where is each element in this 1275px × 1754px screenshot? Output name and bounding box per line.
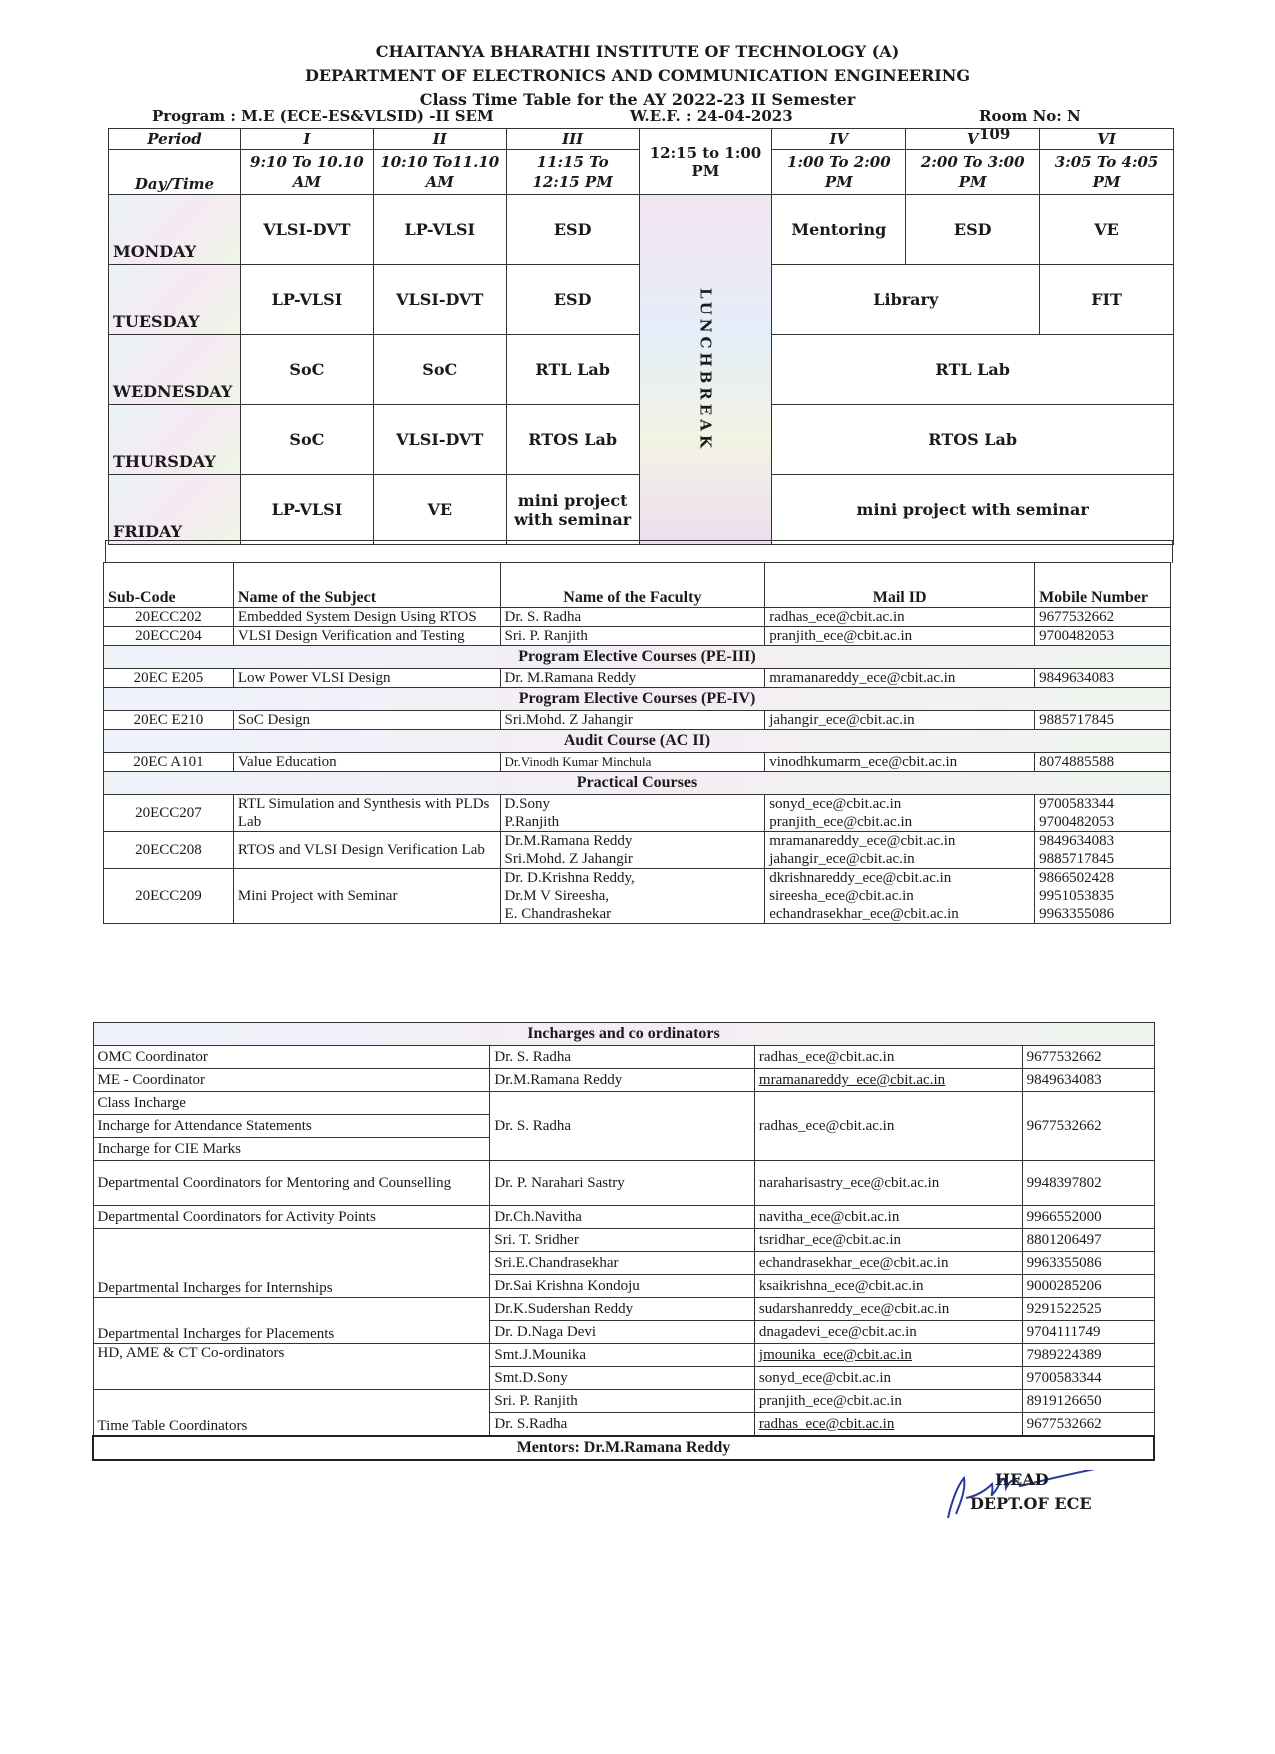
- role: Incharge for CIE Marks: [93, 1138, 490, 1161]
- day-wednesday: WEDNESDAY: [109, 335, 241, 405]
- mobile-number: 9700482053: [1035, 627, 1171, 646]
- slot-cell: FIT: [1040, 265, 1174, 335]
- role: Incharge for Attendance Statements: [93, 1115, 490, 1138]
- table-row: [104, 832, 1171, 869]
- mail-line: echandrasekhar_ece@cbit.ac.in: [769, 906, 959, 922]
- role: Departmental Incharges for Placements: [93, 1298, 490, 1344]
- slot-cell: LP-VLSI: [373, 195, 506, 265]
- col-subject-name: Name of the Subject: [233, 563, 500, 608]
- document-header: [0, 40, 1275, 112]
- time-slot: 1:00 To 2:00 PM: [772, 150, 906, 195]
- mobile-number: [1035, 832, 1171, 869]
- section-practical: Practical Courses: [104, 772, 1171, 795]
- role: HD, AME & CT Co-ordinators: [93, 1344, 490, 1390]
- mobile-line: 9963355086: [1039, 906, 1115, 922]
- wef-date: W.E.F. : 24-04-2023: [630, 107, 793, 125]
- slot-cell: SoC: [373, 335, 506, 405]
- faculty-line: E. Chandrashekar: [504, 906, 612, 922]
- mail-id: echandrasekhar_ece@cbit.ac.in: [754, 1252, 1022, 1275]
- person-name: Dr. S. Radha: [490, 1092, 755, 1161]
- mail-id: mramanareddy_ece@cbit.ac.in: [765, 669, 1035, 688]
- lunch-time: 12:15 to 1:00 PM: [639, 129, 772, 195]
- mail-id: ksaikrishna_ece@cbit.ac.in: [754, 1275, 1022, 1298]
- section-incharges: Incharges and co ordinators: [93, 1023, 1154, 1046]
- mobile-number: 9677532662: [1035, 608, 1171, 627]
- mail-line: sonyd_ece@cbit.ac.in: [769, 796, 902, 812]
- mobile-line: 9700482053: [1039, 814, 1115, 830]
- table-row: [104, 608, 1171, 627]
- faculty-name: [500, 832, 765, 869]
- slot-cell: RTL Lab: [506, 335, 639, 405]
- faculty-name: Sri.Mohd. Z Jahangir: [500, 711, 765, 730]
- table-row: [93, 1229, 1154, 1252]
- table-row: [93, 1069, 1154, 1092]
- mobile-number: 8074885588: [1035, 753, 1171, 772]
- mail-id: jmounika_ece@cbit.ac.in: [754, 1344, 1022, 1367]
- table-row: [93, 1161, 1154, 1206]
- mobile-number: [1035, 869, 1171, 924]
- mobile-number: 9885717845: [1035, 711, 1171, 730]
- subject-name: Mini Project with Seminar: [233, 869, 500, 924]
- sub-code: 20ECC207: [104, 795, 234, 832]
- slot-cell: RTOS Lab: [506, 405, 639, 475]
- table-row: [104, 795, 1171, 832]
- mobile-line: 9849634083: [1039, 833, 1115, 849]
- mail-id: radhas_ece@cbit.ac.in: [754, 1413, 1022, 1437]
- mail-id: [765, 869, 1035, 924]
- period-header: V: [906, 129, 1040, 150]
- subject-name: Embedded System Design Using RTOS: [233, 608, 500, 627]
- sub-code: 20ECC208: [104, 832, 234, 869]
- mobile-line: 9700583344: [1039, 796, 1115, 812]
- subject-name: RTL Simulation and Synthesis with PLDs Lab: [233, 795, 500, 832]
- person-name: Smt.D.Sony: [490, 1367, 755, 1390]
- mobile-number: 9677532662: [1022, 1413, 1154, 1437]
- person-name: Dr.Ch.Navitha: [490, 1206, 755, 1229]
- time-slot: 9:10 To 10.10 AM: [240, 150, 373, 195]
- time-slot: 2:00 To 3:00 PM: [906, 150, 1040, 195]
- person-name: Sri. T. Sridher: [490, 1229, 755, 1252]
- table-row: [104, 753, 1171, 772]
- period-header: III: [506, 129, 639, 150]
- person-name: Dr. S.Radha: [490, 1413, 755, 1437]
- subject-name: Low Power VLSI Design: [233, 669, 500, 688]
- mail-id: [765, 795, 1035, 832]
- room-number: Room No: N 109: [979, 107, 1081, 143]
- col-mobile: Mobile Number: [1035, 563, 1171, 608]
- slot-cell: Mentoring: [772, 195, 906, 265]
- faculty-name: [500, 869, 765, 924]
- mobile-number: 9291522525: [1022, 1298, 1154, 1321]
- faculty-name: Dr. M.Ramana Reddy: [500, 669, 765, 688]
- faculty-line: Dr.M.Ramana Reddy: [504, 833, 633, 849]
- period-header: II: [373, 129, 506, 150]
- mail-id: sonyd_ece@cbit.ac.in: [754, 1367, 1022, 1390]
- lunch-break: LUNCHBREAK: [639, 195, 772, 545]
- table-row: [104, 869, 1171, 924]
- mobile-number: 9849634083: [1035, 669, 1171, 688]
- slot-cell: mini project with seminar: [506, 475, 639, 545]
- faculty-line: Dr. D.Krishna Reddy,: [504, 870, 635, 886]
- table-row: [93, 1298, 1154, 1321]
- faculty-name: [500, 795, 765, 832]
- time-slot: 10:10 To11.10 AM: [373, 150, 506, 195]
- table-row: [93, 1046, 1154, 1069]
- col-faculty: Name of the Faculty: [500, 563, 765, 608]
- person-name: Dr. P. Narahari Sastry: [490, 1161, 755, 1206]
- faculty-line: Sri.Mohd. Z Jahangir: [504, 851, 633, 867]
- slot-cell: SoC: [240, 405, 373, 475]
- person-name: Dr.K.Sudershan Reddy: [490, 1298, 755, 1321]
- mail-id: radhas_ece@cbit.ac.in: [765, 608, 1035, 627]
- institute-name: CHAITANYA BHARATHI INSTITUTE OF TECHNOLOGY (A): [375, 42, 900, 61]
- mail-id: navitha_ece@cbit.ac.in: [754, 1206, 1022, 1229]
- mobile-number: 9677532662: [1022, 1046, 1154, 1069]
- sub-code: 20ECC204: [104, 627, 234, 646]
- subject-name: RTOS and VLSI Design Verification Lab: [233, 832, 500, 869]
- mentors-row: Mentors: Dr.M.Ramana Reddy: [93, 1436, 1154, 1460]
- faculty-name: Dr.Vinodh Kumar Minchula: [500, 753, 765, 772]
- mail-line: pranjith_ece@cbit.ac.in: [769, 814, 913, 830]
- slot-cell: ESD: [506, 195, 639, 265]
- section-audit: Audit Course (AC II): [104, 730, 1171, 753]
- mail-line: jahangir_ece@cbit.ac.in: [769, 851, 915, 867]
- day-monday: MONDAY: [109, 195, 241, 265]
- period-label: Period: [109, 129, 241, 150]
- table-row: [93, 1206, 1154, 1229]
- mobile-number: 9704111749: [1022, 1321, 1154, 1344]
- mobile-number: 9700583344: [1022, 1367, 1154, 1390]
- head-signature-block: [940, 1470, 1110, 1520]
- sub-code: 20ECC209: [104, 869, 234, 924]
- mail-id: radhas_ece@cbit.ac.in: [754, 1046, 1022, 1069]
- coordinators-table: [92, 1022, 1155, 1461]
- table-row: [93, 1092, 1154, 1115]
- class-timetable: [108, 128, 1174, 545]
- period-header: I: [240, 129, 373, 150]
- program-label: Program : M.E (ECE-ES&VLSID) -II SEM: [152, 107, 494, 125]
- slot-cell: SoC: [240, 335, 373, 405]
- slot-cell: VLSI-DVT: [373, 405, 506, 475]
- mail-id: sudarshanreddy_ece@cbit.ac.in: [754, 1298, 1022, 1321]
- role: Class Incharge: [93, 1092, 490, 1115]
- sub-code: 20EC E210: [104, 711, 234, 730]
- mobile-number: 8919126650: [1022, 1390, 1154, 1413]
- mobile-number: 8801206497: [1022, 1229, 1154, 1252]
- table-row: [104, 711, 1171, 730]
- table-row: [104, 627, 1171, 646]
- person-name: Dr.Sai Krishna Kondoju: [490, 1275, 755, 1298]
- mail-id: pranjith_ece@cbit.ac.in: [765, 627, 1035, 646]
- mobile-number: 9849634083: [1022, 1069, 1154, 1092]
- person-name: Dr. D.Naga Devi: [490, 1321, 755, 1344]
- mail-id: jahangir_ece@cbit.ac.in: [765, 711, 1035, 730]
- mail-id: naraharisastry_ece@cbit.ac.in: [754, 1161, 1022, 1206]
- mail-id: mramanareddy_ece@cbit.ac.in: [754, 1069, 1022, 1092]
- role: Time Table Coordinators: [93, 1390, 490, 1437]
- slot-cell: VE: [373, 475, 506, 545]
- mobile-number: 9966552000: [1022, 1206, 1154, 1229]
- slot-cell: Library: [772, 265, 1040, 335]
- slot-cell: LP-VLSI: [240, 475, 373, 545]
- subject-name: Value Education: [233, 753, 500, 772]
- mail-line: mramanareddy_ece@cbit.ac.in: [769, 833, 956, 849]
- mail-line: sireesha_ece@cbit.ac.in: [769, 888, 914, 904]
- day-friday: FRIDAY: [109, 475, 241, 545]
- faculty-line: D.Sony: [504, 796, 550, 812]
- role: Departmental Coordinators for Activity Points: [93, 1206, 490, 1229]
- mail-id: [765, 832, 1035, 869]
- role: Departmental Incharges for Internships: [93, 1229, 490, 1298]
- role: Departmental Coordinators for Mentoring and Counselling: [93, 1161, 490, 1206]
- person-name: Sri. P. Ranjith: [490, 1390, 755, 1413]
- col-mail: Mail ID: [765, 563, 1035, 608]
- faculty-name: Sri. P. Ranjith: [500, 627, 765, 646]
- mobile-number: 7989224389: [1022, 1344, 1154, 1367]
- mail-id: pranjith_ece@cbit.ac.in: [754, 1390, 1022, 1413]
- mobile-number: 9948397802: [1022, 1161, 1154, 1206]
- section-pe3: Program Elective Courses (PE-III): [104, 646, 1171, 669]
- mobile-number: [1035, 795, 1171, 832]
- person-name: Dr. S. Radha: [490, 1046, 755, 1069]
- table-row: [104, 669, 1171, 688]
- slot-cell: mini project with seminar: [772, 475, 1174, 545]
- slot-cell: VLSI-DVT: [240, 195, 373, 265]
- section-pe4: Program Elective Courses (PE-IV): [104, 688, 1171, 711]
- subjects-table: [103, 562, 1171, 924]
- table-row: [93, 1390, 1154, 1413]
- mail-id: dnagadevi_ece@cbit.ac.in: [754, 1321, 1022, 1344]
- document-title: Class Time Table for the AY 2022-23 II Semester: [419, 90, 856, 109]
- slot-cell: LP-VLSI: [240, 265, 373, 335]
- slot-cell: ESD: [506, 265, 639, 335]
- subject-name: SoC Design: [233, 711, 500, 730]
- period-header: IV: [772, 129, 906, 150]
- role: OMC Coordinator: [93, 1046, 490, 1069]
- slot-cell: RTL Lab: [772, 335, 1174, 405]
- day-tuesday: TUESDAY: [109, 265, 241, 335]
- faculty-line: Dr.M V Sireesha,: [504, 888, 609, 904]
- slot-cell: RTOS Lab: [772, 405, 1174, 475]
- mobile-number: 9000285206: [1022, 1275, 1154, 1298]
- mail-id: radhas_ece@cbit.ac.in: [754, 1092, 1022, 1161]
- mail-line: dkrishnareddy_ece@cbit.ac.in: [769, 870, 952, 886]
- mail-id: vinodhkumarm_ece@cbit.ac.in: [765, 753, 1035, 772]
- mobile-number: 9963355086: [1022, 1252, 1154, 1275]
- period-header: VI: [1040, 129, 1174, 150]
- col-sub-code: Sub-Code: [104, 563, 234, 608]
- slot-cell: ESD: [906, 195, 1040, 265]
- person-name: Smt.J.Mounika: [490, 1344, 755, 1367]
- mobile-number: 9677532662: [1022, 1092, 1154, 1161]
- head-label: HEAD: [995, 1470, 1049, 1489]
- day-thursday: THURSDAY: [109, 405, 241, 475]
- sub-code: 20EC A101: [104, 753, 234, 772]
- faculty-name: Dr. S. Radha: [500, 608, 765, 627]
- mobile-line: 9951053835: [1039, 888, 1115, 904]
- time-slot: 11:15 To 12:15 PM: [506, 150, 639, 195]
- table-row: [93, 1344, 1154, 1367]
- mail-id: tsridhar_ece@cbit.ac.in: [754, 1229, 1022, 1252]
- person-name: Dr.M.Ramana Reddy: [490, 1069, 755, 1092]
- dept-label: DEPT.OF ECE: [970, 1494, 1092, 1513]
- slot-cell: VE: [1040, 195, 1174, 265]
- sub-code: 20ECC202: [104, 608, 234, 627]
- mobile-line: 9866502428: [1039, 870, 1115, 886]
- table-spacer: [105, 540, 1173, 563]
- department-name: DEPARTMENT OF ELECTRONICS AND COMMUNICATION ENGINEERING: [304, 66, 971, 85]
- faculty-line: P.Ranjith: [504, 814, 560, 830]
- daytime-label: Day/Time: [109, 150, 241, 195]
- role: ME - Coordinator: [93, 1069, 490, 1092]
- slot-cell: VLSI-DVT: [373, 265, 506, 335]
- mobile-line: 9885717845: [1039, 851, 1115, 867]
- person-name: Sri.E.Chandrasekhar: [490, 1252, 755, 1275]
- subject-name: VLSI Design Verification and Testing: [233, 627, 500, 646]
- time-slot: 3:05 To 4:05 PM: [1040, 150, 1174, 195]
- sub-code: 20EC E205: [104, 669, 234, 688]
